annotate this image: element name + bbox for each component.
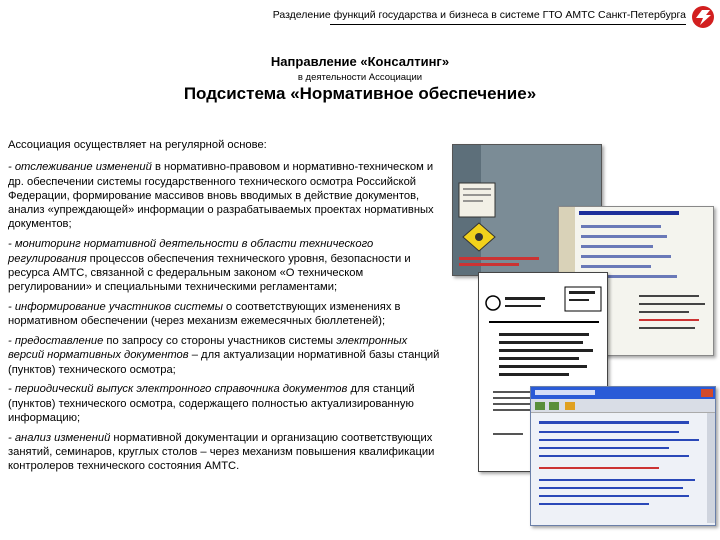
section-title: Направление «Консалтинг» bbox=[270, 54, 450, 69]
list-item: - информирование участников системы о соответствующих изменениях в нормативном обеспечении (через механизм ежемесячных бюллетеней); bbox=[8, 300, 401, 328]
intro-paragraph: Ассоциация осуществляет на регулярной основе: bbox=[8, 139, 267, 151]
list-item: - отслеживание изменений в нормативно-правовом и нормативно-техническом и др. обеспечении системы государственного технического осмотра Российской Федерации, формирование массивов вновь вводимых в действие документов, анализ «упреждающей» информации о разрабатываемых проектах нормативных документов; bbox=[8, 161, 434, 231]
list-item: - предоставление по запросу со стороны участников системы электронных версий нормативных документов – для актуализации нормативной базы станций (пунктов) технического осмотра; bbox=[8, 335, 440, 376]
page-header bbox=[0, 0, 720, 30]
amts-logo-icon bbox=[690, 4, 716, 30]
list-item: - мониторинг нормативной деятельности в области технического регулирования процессов обеспечения технического уровня, безопасности и ресурса АМТС, связанной с федеральным законом «О техническом регулировании» и специальными техническими регламентами; bbox=[8, 238, 411, 294]
main-text bbox=[8, 138, 440, 479]
section-subtitle: в деятельности Ассоциации bbox=[297, 72, 423, 83]
document-collage-image bbox=[448, 140, 716, 535]
list-item: - анализ изменений нормативной документации и организацию соответствующих занятий, семинаров, круглых столов – через механизм повышения квалификации контролеров технического состояния АМТС. bbox=[8, 431, 435, 473]
browser-window-screenshot-image bbox=[530, 386, 716, 526]
header-divider bbox=[330, 24, 686, 25]
header-title: Разделение функций государства и бизнеса в системе ГТО АМТС Санкт-Петербурга bbox=[272, 9, 686, 21]
page-title: Подсистема «Нормативное обеспечение» bbox=[183, 84, 537, 103]
list-item: - периодический выпуск электронного справочника документов для станций (пунктов) технического осмотра, содержащего полностью актуализированную информацию; bbox=[8, 383, 415, 425]
